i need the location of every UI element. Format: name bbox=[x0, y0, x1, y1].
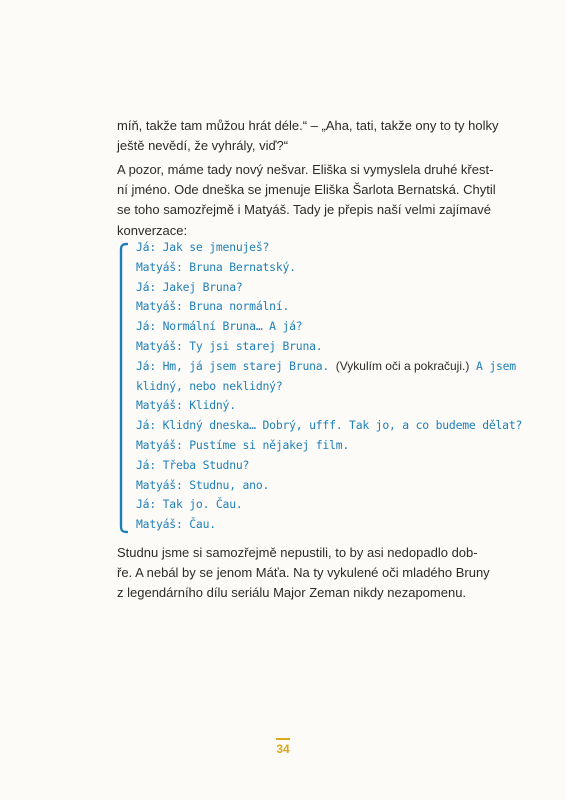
dialogue-line: Matyáš: Bruna Bernatský. bbox=[136, 259, 296, 274]
dialogue-block bbox=[118, 238, 523, 540]
text-line: Studnu jsme si samozřejmě nepustili, to by asi nedopadlo dob- bbox=[117, 545, 478, 560]
dialogue-line: Já: Jak se jmenuješ? bbox=[136, 240, 270, 254]
paragraph-new-habit bbox=[117, 160, 495, 241]
dialogue-line: Matyáš: Studnu, ano. bbox=[136, 477, 270, 492]
dialogue-line: klidný, nebo neklidný? bbox=[136, 378, 283, 393]
dialogue-line: Já: Tak jo. Čau. bbox=[136, 497, 243, 512]
dialogue-line: Matyáš: Bruna normální. bbox=[136, 299, 290, 314]
text-line: z legendárního dílu seriálu Major Zeman nikdy nezapomenu. bbox=[117, 585, 467, 601]
dialogue-text: A jsem bbox=[476, 358, 516, 373]
dialogue-line: Matyáš: Ty jsi starej Bruna. bbox=[136, 338, 323, 353]
dialogue-text: Já: Hm, já jsem starej Bruna. bbox=[136, 358, 330, 373]
dialogue-line-with-aside bbox=[136, 357, 516, 377]
text-line: konverzace: bbox=[117, 222, 188, 238]
paragraph-intro bbox=[117, 116, 499, 156]
text-line: ještě nevědí, že vyhrály, viď?“ bbox=[117, 138, 289, 154]
dialogue-line: Já: Jakej Bruna? bbox=[136, 279, 243, 294]
bracket-icon bbox=[118, 242, 128, 534]
dialogue-line: Matyáš: Klidný. bbox=[136, 398, 236, 413]
page-number-rule bbox=[276, 738, 290, 740]
text-line: ře. A nebál by se jenom Máťa. Na ty vykulené oči mladého Bruny bbox=[117, 565, 490, 581]
text-line: se toho samozřejmě i Matyáš. Tady je přepis naší velmi zajímavé bbox=[117, 202, 492, 218]
text-line: ní jméno. Ode dneška se jmenuje Eliška Šarlota Bernatská. Chytil bbox=[117, 182, 496, 198]
dialogue-lines bbox=[136, 238, 523, 535]
dialogue-line: Matyáš: Pustíme si nějakej film. bbox=[136, 437, 350, 452]
paragraph-conclusion bbox=[117, 543, 495, 604]
dialogue-line: Já: Klidný dneska… Dobrý, ufff. Tak jo, a co budeme dělat? bbox=[136, 418, 523, 433]
dialogue-line: Matyáš: Čau. bbox=[136, 517, 216, 532]
text-line: míň, takže tam můžou hrát déle.“ – „Aha, tati, takže ony to ty holky bbox=[117, 118, 499, 133]
narration-aside: (Vykulím oči a pokračuji.) bbox=[335, 358, 470, 373]
dialogue-line: Já: Třeba Studnu? bbox=[136, 457, 250, 472]
page-number: 34 bbox=[276, 742, 290, 756]
text-line: A pozor, máme tady nový nešvar. Eliška si vymyslela druhé křest- bbox=[117, 162, 494, 177]
dialogue-line: Já: Normální Bruna… A já? bbox=[136, 319, 303, 334]
